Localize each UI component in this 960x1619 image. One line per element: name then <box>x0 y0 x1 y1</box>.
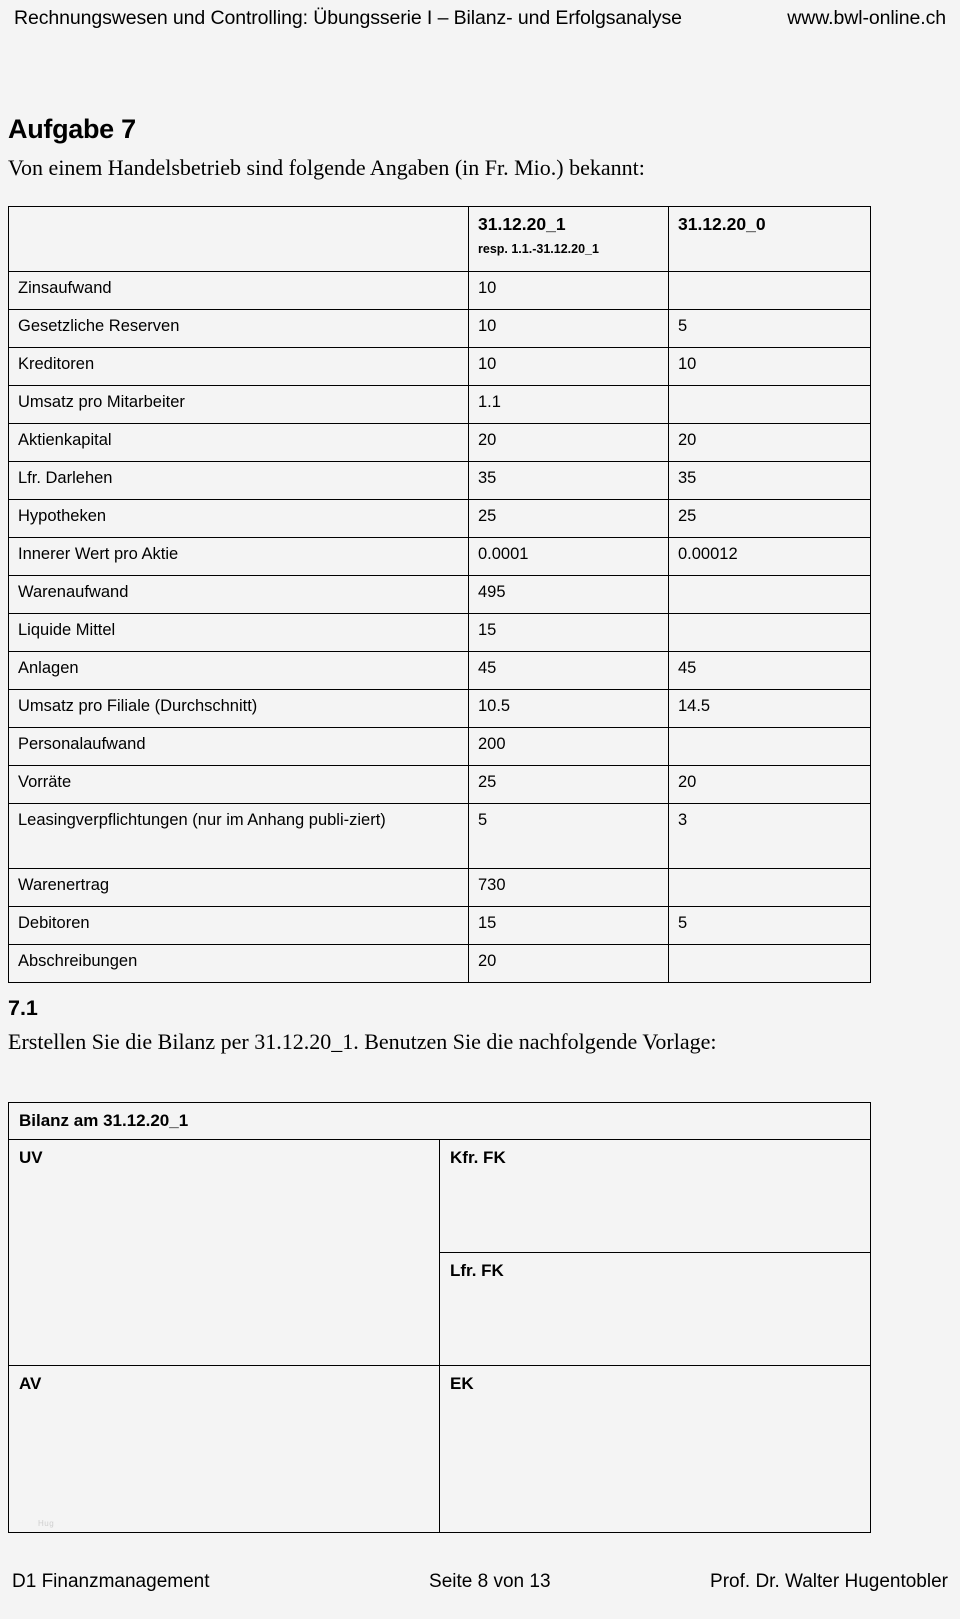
balance-cell-ek[interactable]: EK <box>440 1366 871 1533</box>
column-header-label <box>9 207 469 272</box>
running-header-website: www.bwl-online.ch <box>787 7 946 29</box>
row-label: Umsatz pro Filiale (Durchschnitt) <box>9 690 469 728</box>
table-row <box>9 576 871 614</box>
row-label: Warenaufwand <box>9 576 469 614</box>
row-label: Zinsaufwand <box>9 272 469 310</box>
row-value-period-0: 14.5 <box>669 690 871 728</box>
balance-cell-lfr-fk[interactable]: Lfr. FK <box>440 1253 871 1366</box>
table-row <box>9 386 871 424</box>
row-value-period-0 <box>669 614 871 652</box>
row-label: Gesetzliche Reserven <box>9 310 469 348</box>
row-value-period-1: 45 <box>469 652 669 690</box>
table-row <box>9 272 871 310</box>
row-value-period-0: 45 <box>669 652 871 690</box>
table-header-row <box>9 207 871 272</box>
section-instruction-text: Erstellen Sie die Bilanz per 31.12.20_1. Benutzen Sie die nachfolgende Vorlage: <box>8 1029 717 1054</box>
row-value-period-1: 20 <box>469 424 669 462</box>
row-value-period-0 <box>669 576 871 614</box>
column-header-period-0 <box>669 207 871 272</box>
row-value-period-0: 0.00012 <box>669 538 871 576</box>
row-value-period-1: 10 <box>469 310 669 348</box>
table-row <box>9 538 871 576</box>
table-header <box>9 207 871 272</box>
balance-cell-av[interactable]: AV <box>9 1366 440 1533</box>
row-value-period-1: 15 <box>469 614 669 652</box>
page-footer <box>12 1570 948 1594</box>
row-value-period-1: 25 <box>469 500 669 538</box>
table-row <box>9 945 871 983</box>
table-row <box>9 500 871 538</box>
balance-sheet-template <box>8 1102 871 1533</box>
row-value-period-0 <box>669 386 871 424</box>
row-value-period-1: 10.5 <box>469 690 669 728</box>
balance-sheet-title-row <box>9 1103 871 1140</box>
table-row <box>9 614 871 652</box>
row-value-period-1: 15 <box>469 907 669 945</box>
balance-sheet-body <box>9 1103 871 1533</box>
row-value-period-1: 200 <box>469 728 669 766</box>
section-number: 7.1 <box>8 996 38 1020</box>
row-value-period-0: 20 <box>669 766 871 804</box>
row-label: Umsatz pro Mitarbeiter <box>9 386 469 424</box>
row-label: Lfr. Darlehen <box>9 462 469 500</box>
task-intro-text: Von einem Handelsbetrieb sind folgende Angaben (in Fr. Mio.) bekannt: <box>8 155 645 180</box>
page-title: Aufgabe 7 <box>8 114 136 144</box>
row-value-period-1: 1.1 <box>469 386 669 424</box>
row-value-period-0 <box>669 728 871 766</box>
table-row <box>9 462 871 500</box>
balance-cell-uv[interactable]: UV <box>9 1140 440 1366</box>
row-value-period-1: 25 <box>469 766 669 804</box>
row-label: Debitoren <box>9 907 469 945</box>
row-value-period-0 <box>669 869 871 907</box>
table-body <box>9 272 871 983</box>
row-label: Anlagen <box>9 652 469 690</box>
faint-watermark: Hug <box>38 1519 55 1528</box>
row-value-period-0: 3 <box>669 804 871 869</box>
row-value-period-0: 5 <box>669 907 871 945</box>
running-header-title: Rechnungswesen und Controlling: Übungsserie I – Bilanz- und Erfolgsanalyse <box>14 7 682 29</box>
row-value-period-0 <box>669 272 871 310</box>
row-label: Vorräte <box>9 766 469 804</box>
table-row <box>9 690 871 728</box>
column-header-period-1 <box>469 207 669 272</box>
row-value-period-0: 20 <box>669 424 871 462</box>
row-value-period-1: 0.0001 <box>469 538 669 576</box>
row-value-period-1: 5 <box>469 804 669 869</box>
row-label: Abschreibungen <box>9 945 469 983</box>
row-label: Warenertrag <box>9 869 469 907</box>
balance-sheet-row-av-ek <box>9 1366 871 1533</box>
financial-data-table <box>8 206 871 983</box>
row-label: Aktienkapital <box>9 424 469 462</box>
table-row <box>9 804 871 869</box>
balance-cell-kfr-fk[interactable]: Kfr. FK <box>440 1140 871 1253</box>
row-value-period-1: 20 <box>469 945 669 983</box>
table-row <box>9 652 871 690</box>
row-value-period-0: 5 <box>669 310 871 348</box>
column-header-period-1-sub: resp. 1.1.-31.12.20_1 <box>478 242 599 256</box>
table-row <box>9 907 871 945</box>
row-label: Innerer Wert pro Aktie <box>9 538 469 576</box>
row-value-period-0: 10 <box>669 348 871 386</box>
table-row <box>9 869 871 907</box>
running-header <box>14 6 946 34</box>
balance-sheet-title: Bilanz am 31.12.20_1 <box>9 1103 871 1140</box>
balance-sheet-row-uv-kfr <box>9 1140 871 1253</box>
row-value-period-1: 35 <box>469 462 669 500</box>
table-row <box>9 348 871 386</box>
row-value-period-1: 730 <box>469 869 669 907</box>
table-row <box>9 424 871 462</box>
table-row <box>9 310 871 348</box>
footer-course-name: D1 Finanzmanagement <box>12 1571 210 1592</box>
column-header-period-1-main: 31.12.20_1 <box>478 214 566 234</box>
row-value-period-1: 10 <box>469 272 669 310</box>
row-value-period-0: 35 <box>669 462 871 500</box>
row-value-period-0 <box>669 945 871 983</box>
footer-author: Prof. Dr. Walter Hugentobler <box>710 1571 948 1592</box>
footer-page-number: Seite 8 von 13 <box>429 1571 551 1592</box>
row-label: Leasingverpflichtungen (nur im Anhang publi-ziert) <box>9 804 469 869</box>
row-value-period-0: 25 <box>669 500 871 538</box>
column-header-period-0-main: 31.12.20_0 <box>678 214 766 234</box>
row-value-period-1: 495 <box>469 576 669 614</box>
row-label: Personalaufwand <box>9 728 469 766</box>
table-row <box>9 728 871 766</box>
row-label: Kreditoren <box>9 348 469 386</box>
row-label: Liquide Mittel <box>9 614 469 652</box>
table-row <box>9 766 871 804</box>
row-value-period-1: 10 <box>469 348 669 386</box>
row-label: Hypotheken <box>9 500 469 538</box>
